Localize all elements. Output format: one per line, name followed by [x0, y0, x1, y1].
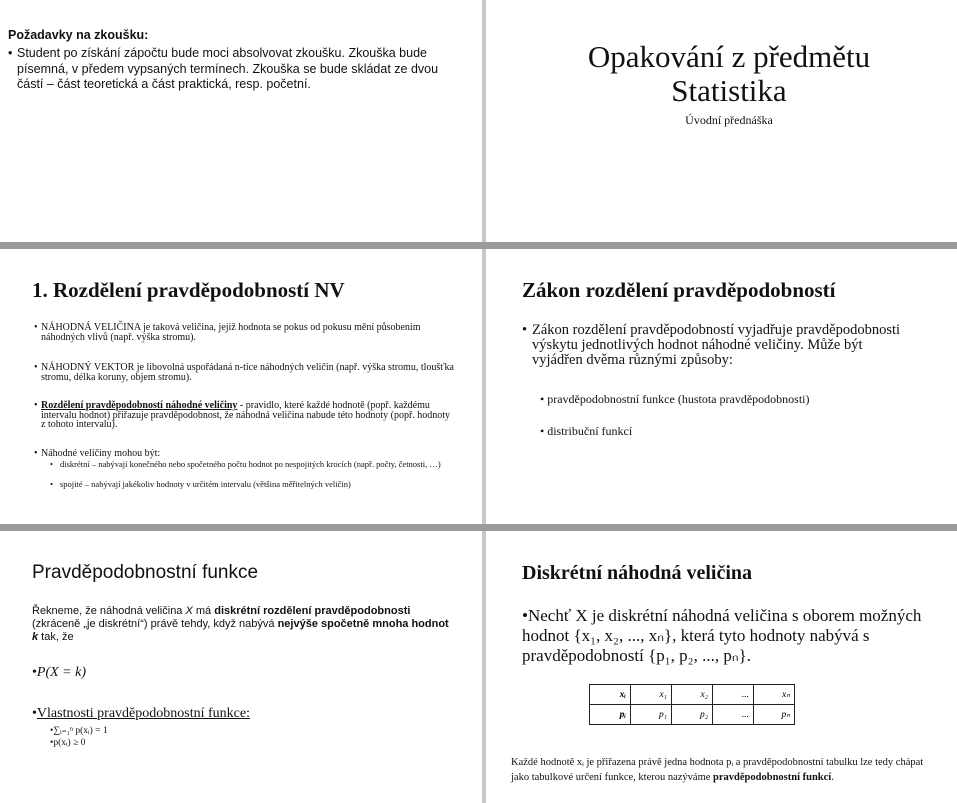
- slide-distribution-nv: [0, 250, 482, 524]
- bullet-item: [34, 449, 454, 459]
- bullet-icon: •: [50, 459, 53, 469]
- probability-table: [589, 684, 795, 725]
- text-run: .: [831, 771, 834, 783]
- variable-x: X: [185, 605, 193, 617]
- table-cell: xₙ: [754, 685, 795, 705]
- bullet-icon: •: [8, 46, 13, 60]
- sub-bullet-item: [50, 480, 450, 489]
- definition: - pravidlo, které každé hodnotě (popř. každému intervalu hodnot) přiřazuje pravděpodobnost, že náhodná veličina nabude této hodnoty (popř. hodnoty z tohoto intervalu).: [41, 400, 451, 430]
- sub-bullet-text: pravděpodobnostní funkce (hustota pravděpodobnosti): [547, 392, 810, 406]
- slide-title-page: [486, 0, 957, 242]
- slide-title: 1. Rozdělení pravděpodobností NV: [32, 278, 345, 302]
- table-cell: pᵢ: [590, 705, 631, 725]
- bullet-icon: •: [34, 322, 38, 333]
- sub-bullet-text: distribuční funkcí: [547, 424, 633, 438]
- properties-heading: •Vlastnosti pravděpodobnostní funkce:: [32, 706, 250, 721]
- subtitle: Úvodní přednáška: [685, 113, 773, 127]
- table-cell: x₂: [672, 685, 713, 705]
- table-cell: ...: [713, 705, 754, 725]
- text-run: tak, že: [38, 631, 74, 643]
- table-cell: pₙ: [754, 705, 795, 725]
- sub-bullet-item: • distribuční funkcí: [540, 424, 633, 438]
- table-cell: ...: [713, 685, 754, 705]
- slide-exam-requirements: [0, 0, 482, 242]
- text-run: (zkráceně „je diskrétní“) právě tehdy, když nabývá: [32, 618, 278, 630]
- slide-discrete-variable: [486, 532, 957, 803]
- bold-term: pravděpodobnostní funkcí: [713, 771, 832, 783]
- text-run: Každé hodnotě xᵢ je přiřazena právě jedna hodnota pᵢ a pravděpodobnostní tabulku lze tedy chápat jako tabulkové určení funkce, kterou nazýváme: [511, 757, 924, 783]
- bullet-text: NÁHODNÁ VELIČINA je taková veličina, jejíž hodnota se pokus od pokusu mění působením náhodných vlivů (např. výška stromu).: [41, 322, 421, 343]
- bullet-item: [8, 46, 448, 93]
- bullet-item: [34, 401, 454, 430]
- table-cell: p₁: [631, 705, 672, 725]
- bullet-text: [34, 401, 454, 430]
- bullet-icon: •: [34, 448, 38, 459]
- lead-text: Nechť X je diskrétní náhodná veličina s oborem možných hodnot {x₁, x₂, ..., xₙ}, která tyto hodnoty nabývá s pravděpodobností {p₁, p₂, ..., pₙ}.: [522, 606, 922, 665]
- bold-term: nejvýše spočetně mnoha hodnot: [277, 618, 449, 630]
- term: Rozdělení pravděpodobností náhodné veličiny: [41, 400, 238, 411]
- formula-line: •P(X = k): [32, 665, 86, 680]
- title-line-1: Opakování z předmětu: [587, 39, 871, 74]
- bullet-icon: •: [522, 322, 528, 338]
- bullet-item: [34, 323, 454, 342]
- sub-bullet-item: • pravděpodobnostní funkce (hustota pravděpodobnosti): [540, 392, 810, 406]
- note-paragraph: [511, 756, 941, 785]
- table-row: [590, 705, 795, 725]
- definition-paragraph: [32, 605, 452, 644]
- slide-title: Požadavky na zkoušku:: [8, 28, 149, 42]
- bullet-icon: •: [34, 400, 38, 411]
- bullet-icon: •: [50, 479, 53, 489]
- bullet-text: NÁHODNÝ VEKTOR je libovolná uspořádaná n-tice náhodných veličin (např. výška stromu, tloušťka stromu, délka koruny, objem stromu).: [41, 362, 454, 383]
- bullet-icon: •: [34, 362, 38, 373]
- table-row: [590, 685, 795, 705]
- slide-title: Diskrétní náhodná veličina: [522, 562, 753, 584]
- sub-bullet-text: diskrétní – nabývají konečného nebo spočetného počtu hodnot po nespojitých krocích (např. počty, četnosti, …): [60, 459, 441, 469]
- slide-title: Pravděpodobnostní funkce: [32, 562, 259, 583]
- table-cell: xᵢ: [590, 685, 631, 705]
- property-sum: •∑ᵢ₌₁ⁿ p(xᵢ) = 1: [50, 726, 108, 736]
- title-line-2: Statistika: [671, 73, 787, 108]
- bullet-item: [522, 323, 912, 368]
- property-nonneg: •p(xᵢ) ≥ 0: [50, 738, 86, 748]
- bullet-text: •Nechť X je diskrétní náhodná veličina s oborem možných hodnot {x₁, x₂, ..., xₙ}, která tyto hodnoty nabývá s pravděpodobností {p₁, p₂, ..., pₙ}.: [522, 606, 922, 665]
- bullet-text: Zákon rozdělení pravděpodobností vyjadřuje pravděpodobnosti výskytu jednotlivých hodnot náhodné veličiny. Může být vyjádřen dvěma různými způsoby:: [532, 322, 901, 368]
- bullet-text: Student po získání zápočtu bude moci absolvovat zkoušku. Zkouška bude písemná, v předem vypsaných termínech. Zkouška se bude skládat ze dvou částí – část teoretická a část praktická, resp. početní.: [17, 46, 439, 91]
- slide-title: Zákon rozdělení pravděpodobností: [522, 278, 836, 302]
- horizontal-divider: [0, 242, 957, 249]
- text-run: má: [192, 605, 215, 617]
- formula: ∑ᵢ₌₁ⁿ p(xᵢ) = 1: [53, 726, 108, 736]
- bullet-item: [34, 363, 454, 382]
- sub-bullet-item: [50, 460, 450, 469]
- variable-k: k: [32, 631, 39, 643]
- horizontal-divider: [0, 524, 957, 531]
- sub-bullet-text: spojité – nabývají jakékoliv hodnoty v určitém intervalu (většina měřitelných veličin): [60, 479, 351, 489]
- slide-distribution-law: [486, 250, 957, 524]
- bold-term: diskrétní rozdělení pravděpodobnosti: [214, 605, 411, 617]
- formula: p(xᵢ) ≥ 0: [53, 738, 86, 748]
- properties-label: Vlastnosti pravděpodobnostní funkce:: [36, 706, 250, 721]
- table-cell: p₂: [672, 705, 713, 725]
- formula: P(X = k): [36, 665, 86, 680]
- text-run: Řekneme, že náhodná veličina: [32, 605, 186, 617]
- slide-probability-function: [0, 532, 482, 803]
- table-cell: x₁: [631, 685, 672, 705]
- bullet-text: Náhodné veličiny mohou být:: [41, 448, 161, 459]
